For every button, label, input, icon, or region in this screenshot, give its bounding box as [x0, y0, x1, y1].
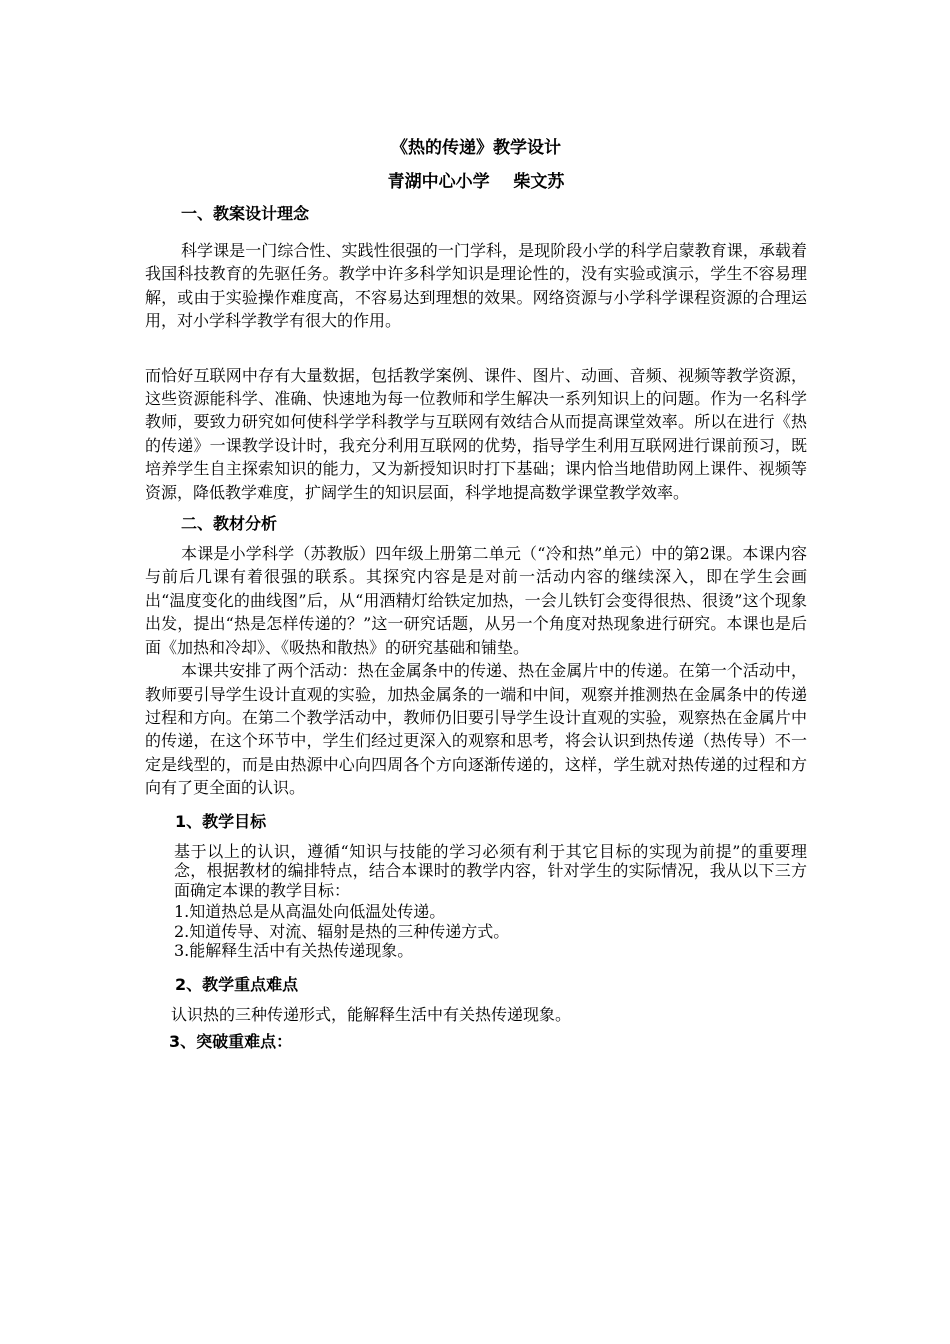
- teaching-goal-item-1: 1.知道热总是从高温处向低温处传递。: [174, 902, 446, 922]
- design-concept-paragraph-2: 而恰好互联网中存有大量数据，包括教学案例、课件、图片、动画、音频、视频等教学资源，这些资源能科学、准确、快速地为每一位教师和学生解决一系列知识上的问题。作为一名科学教师，要致力研究如何使科学学科教学与互联网有效结合从而提高课堂效率。所以在进行《热的传递》一课教学设计时，我充分利用互联网的优势，指导学生利用互联网进行课前预习，既培养学生自主探索知识的能力，又为新授知识时打下基础；课内恰当地借助网上课件、视频等资源，降低教学难度，扩阔学生的知识层面，科学地提高数学课堂教学效率。: [145, 365, 807, 502]
- teaching-goals-intro: 基于以上的认识，遵循“知识与技能的学习必须有利于其它目标的实现为前提”的重要理念，根据教材的编排特点，结合本课时的教学内容，针对学生的实际情况，我从以下三方面确定本课的教学目标：: [174, 841, 807, 900]
- document-body: [145, 136, 807, 1054]
- document-author: 青湖中心小学 柴文苏: [387, 172, 565, 192]
- material-analysis-paragraph-2: 本课共安排了两个活动：热在金属条中的传递、热在金属片中的传递。在第一个活动中，教师要引导学生设计直观的实验，加热金属条的一端和中间，观察并推测热在金属条中的传递过程和方向。在第二个教学活动中，教师仍旧要引导学生设计直观的实验，观察热在金属片中的传递，在这个环节中，学生们经过更深入的观察和思考，将会认识到热传递（热传导）不一定是线型的，而是由热源中心向四周各个方向逐渐传递的，这样，学生就对热传递的过程和方向有了更全面的认识。: [145, 661, 807, 798]
- document-title: 《热的传递》教学设计: [391, 138, 561, 158]
- key-points-text: 认识热的三种传递形式，能解释生活中有关热传递现象。: [171, 1004, 572, 1024]
- section-heading-key-points: 2、教学重点难点: [175, 974, 299, 994]
- section-heading-breakthrough: 3、突破重难点：: [169, 1032, 293, 1052]
- design-concept-paragraph-1: 科学课是一门综合性、实践性很强的一门学科，是现阶段小学的科学启蒙教育课，承载着我国科技教育的先驱任务。教学中许多科学知识是理论性的，没有实验或演示，学生不容易理解，或由于实验操作难度高，不容易达到理想的效果。网络资源与小学科学课程资源的合理运用，对小学科学教学有很大的作用。: [145, 241, 807, 331]
- section-heading-material-analysis: 二、教材分析: [181, 514, 278, 534]
- material-analysis-paragraph-1: 本课是小学科学（苏教版）四年级上册第二单元（“冷和热”单元）中的第2课。本课内容与前后几课有着很强的联系。其探究内容是是对前一活动内容的继续深入，即在学生会画出“温度变化的曲线图”后，从“用酒精灯给铁定加热，一会儿铁钉会变得很热、很烫”这个现象出发，提出“热是怎样传递的？”这一研究话题，从另一个角度对热现象进行研究。本课也是后面《加热和冷却》、《吸热和散热》的研究基础和铺垫。: [145, 544, 807, 657]
- section-heading-design-concept: 一、教案设计理念: [181, 204, 310, 223]
- section-heading-teaching-goals: 1、教学目标: [175, 811, 267, 831]
- teaching-goal-item-2: 2.知道传导、对流、辐射是热的三种传递方式。: [174, 921, 510, 941]
- teaching-goal-item-3: 3.能解释生活中有关热传递现象。: [174, 941, 414, 961]
